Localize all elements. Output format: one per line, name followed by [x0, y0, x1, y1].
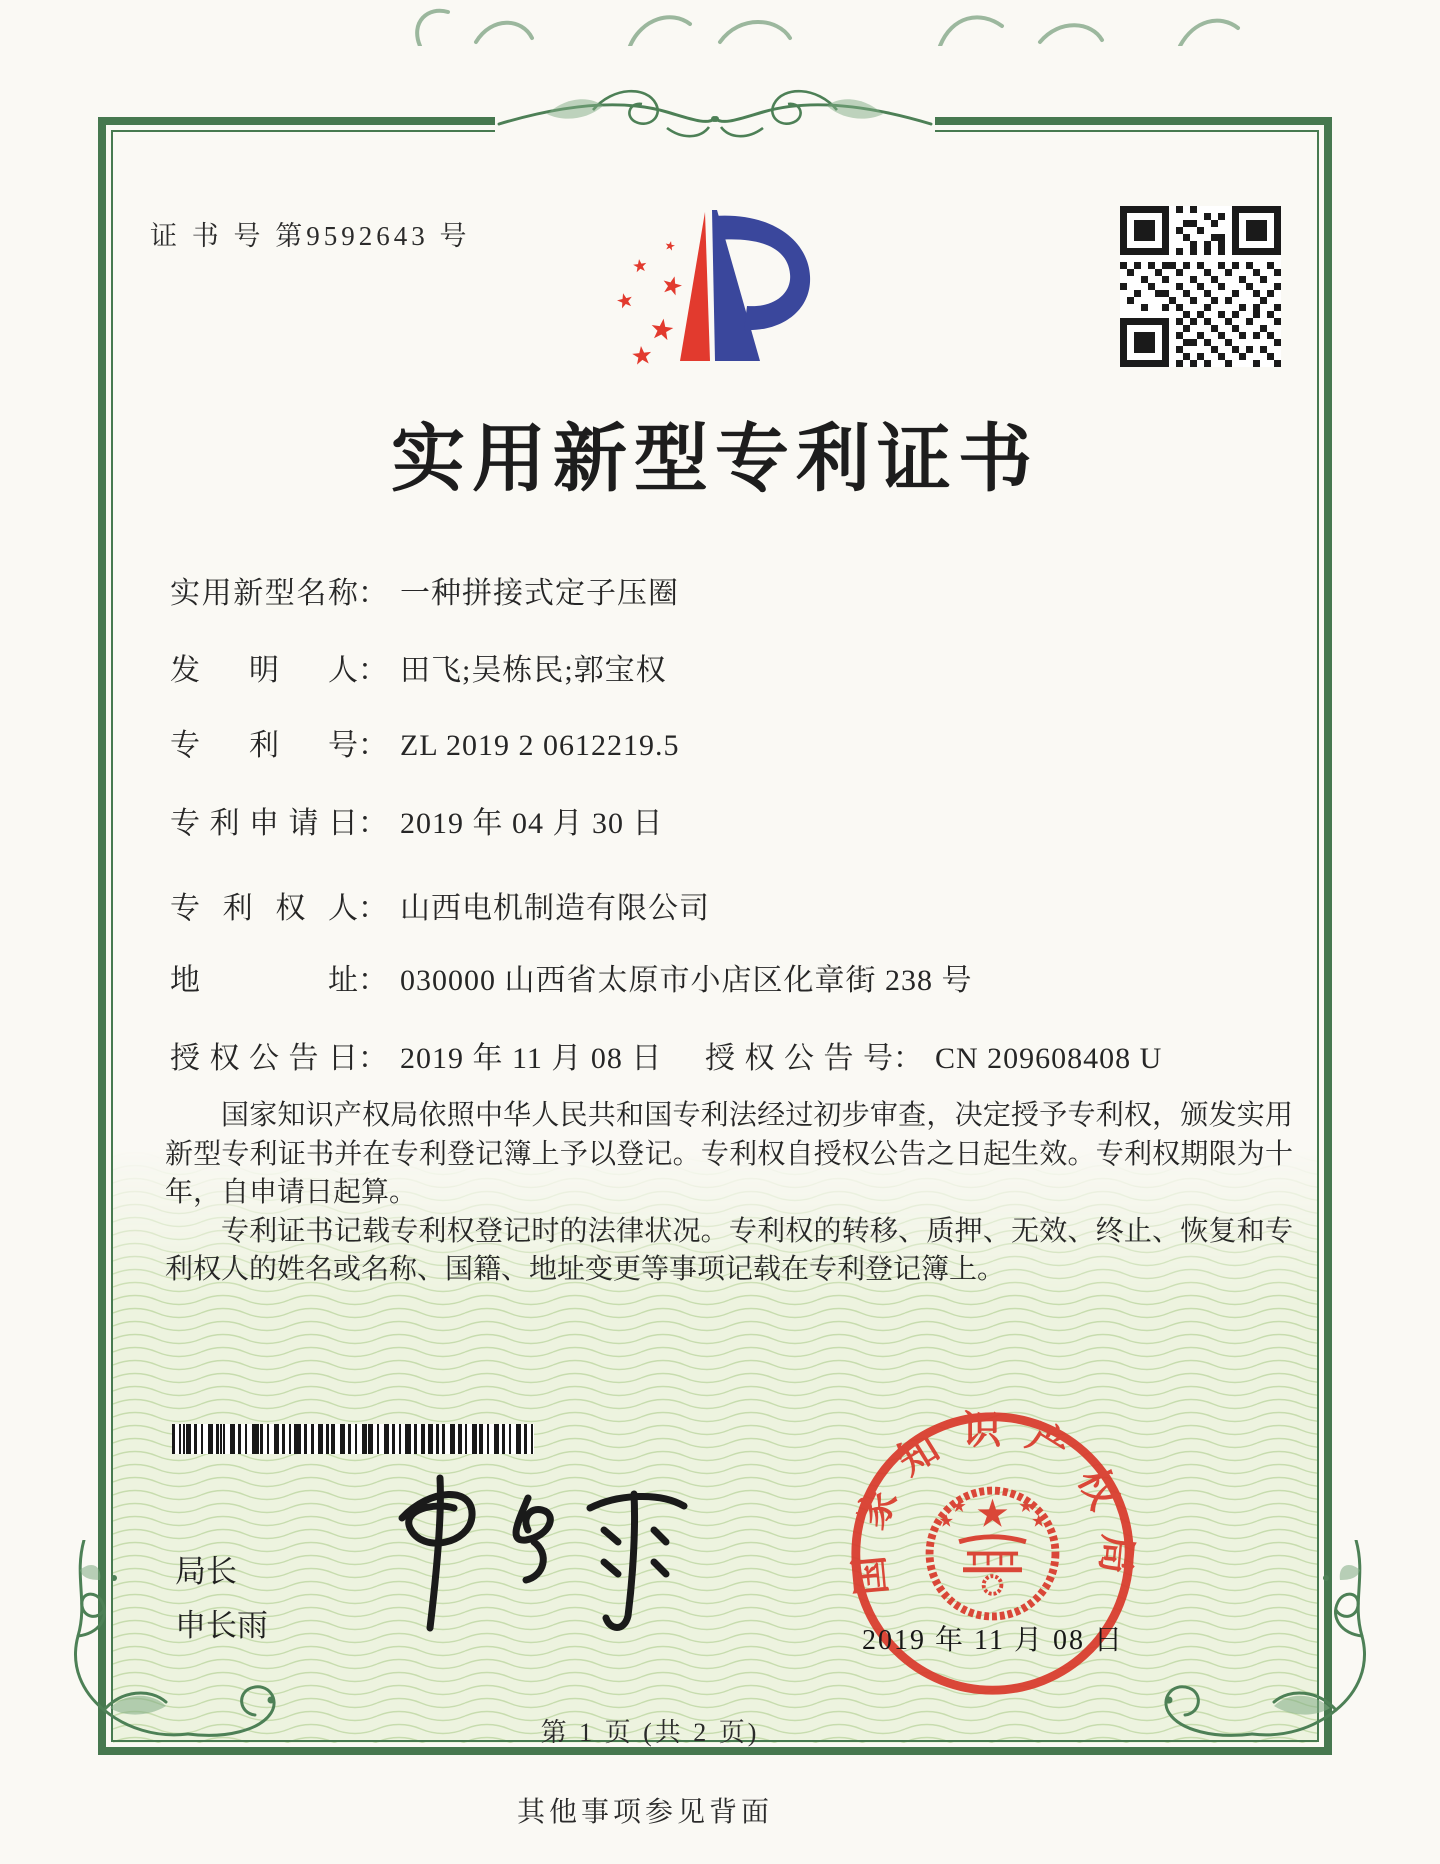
field-value: CN 209608408 U: [935, 1042, 1163, 1075]
field-colon: ：: [358, 654, 388, 687]
field-colon: ：: [358, 1042, 388, 1075]
field-label: 实用新型名称: [170, 577, 358, 610]
paragraph: 专利证书记载专利权登记时的法律状况。专利权的转移、质押、无效、终止、恢复和专利权人的姓名或名称、国籍、地址变更等事项记载在专利登记簿上。: [165, 1215, 1293, 1285]
field-value: 2019 年 11 月 08 日: [400, 1042, 663, 1075]
field-label: 专利号: [170, 729, 358, 762]
field-row-patentee: [170, 883, 1330, 927]
qr-code-icon: [1120, 206, 1281, 367]
legal-paragraphs: [165, 1097, 1293, 1290]
signature-icon: [360, 1450, 700, 1655]
field-row-inventors: [170, 645, 1330, 689]
top-edge-ornament-fragments: [380, 0, 1300, 46]
field-colon: ：: [893, 1042, 923, 1075]
field-row-patent-number: [170, 720, 1330, 764]
field-label: 授权公告日: [170, 1042, 358, 1075]
field-row-filing-date: [170, 798, 1330, 842]
field-value: ZL 2019 2 0612219.5: [400, 729, 680, 762]
field-label: 专利申请日: [170, 807, 358, 840]
field-row-grant: [170, 1033, 1330, 1077]
field-colon: ：: [358, 729, 388, 762]
official-seal: [845, 1408, 1140, 1703]
field-colon: ：: [358, 577, 388, 610]
field-row-address: [170, 955, 1330, 999]
top-center-ornament: [495, 76, 935, 162]
back-note: 其他事项参见背面: [516, 1797, 773, 1828]
field-label: 发明人: [170, 654, 358, 687]
field-row-utility-model-name: [170, 568, 1330, 612]
certificate-number: 证 书 号 第9592643 号: [150, 221, 471, 251]
cnipa-logo-icon: [596, 198, 824, 370]
field-label: 专利权人: [170, 892, 358, 925]
field-label: 地址: [170, 964, 358, 997]
seal-ring-text: 国家知识产权局: [845, 1408, 1140, 1598]
national-emblem-icon: [930, 1491, 1056, 1617]
seal-date: 2019 年 11 月 08 日: [862, 1625, 1124, 1656]
field-grant-number: [705, 1033, 1162, 1077]
field-colon: ：: [358, 807, 388, 840]
paragraph: 国家知识产权局依照中华人民共和国专利法经过初步审查，决定授予专利权，颁发实用新型专利证书并在专利登记簿上予以登记。专利权自授权公告之日起生效。专利权期限为十年，自申请日起算。: [165, 1100, 1293, 1208]
field-value: 一种拼接式定子压圈: [400, 577, 679, 610]
officer-title: 局长: [175, 1554, 237, 1589]
field-value: 山西电机制造有限公司: [400, 892, 710, 925]
page-title: 实用新型专利证书: [391, 419, 1039, 501]
field-label: 授权公告号: [705, 1042, 893, 1075]
field-value: 030000 山西省太原市小店区化章街 238 号: [400, 964, 973, 997]
field-value: 2019 年 04 月 30 日: [400, 807, 664, 840]
officer-name: 申长雨: [175, 1608, 268, 1643]
field-colon: ：: [358, 892, 388, 925]
page-info: 第 1 页 (共 2 页): [540, 1718, 760, 1747]
field-colon: ：: [358, 964, 388, 997]
field-value: 田飞;吴栋民;郭宝权: [400, 654, 667, 687]
